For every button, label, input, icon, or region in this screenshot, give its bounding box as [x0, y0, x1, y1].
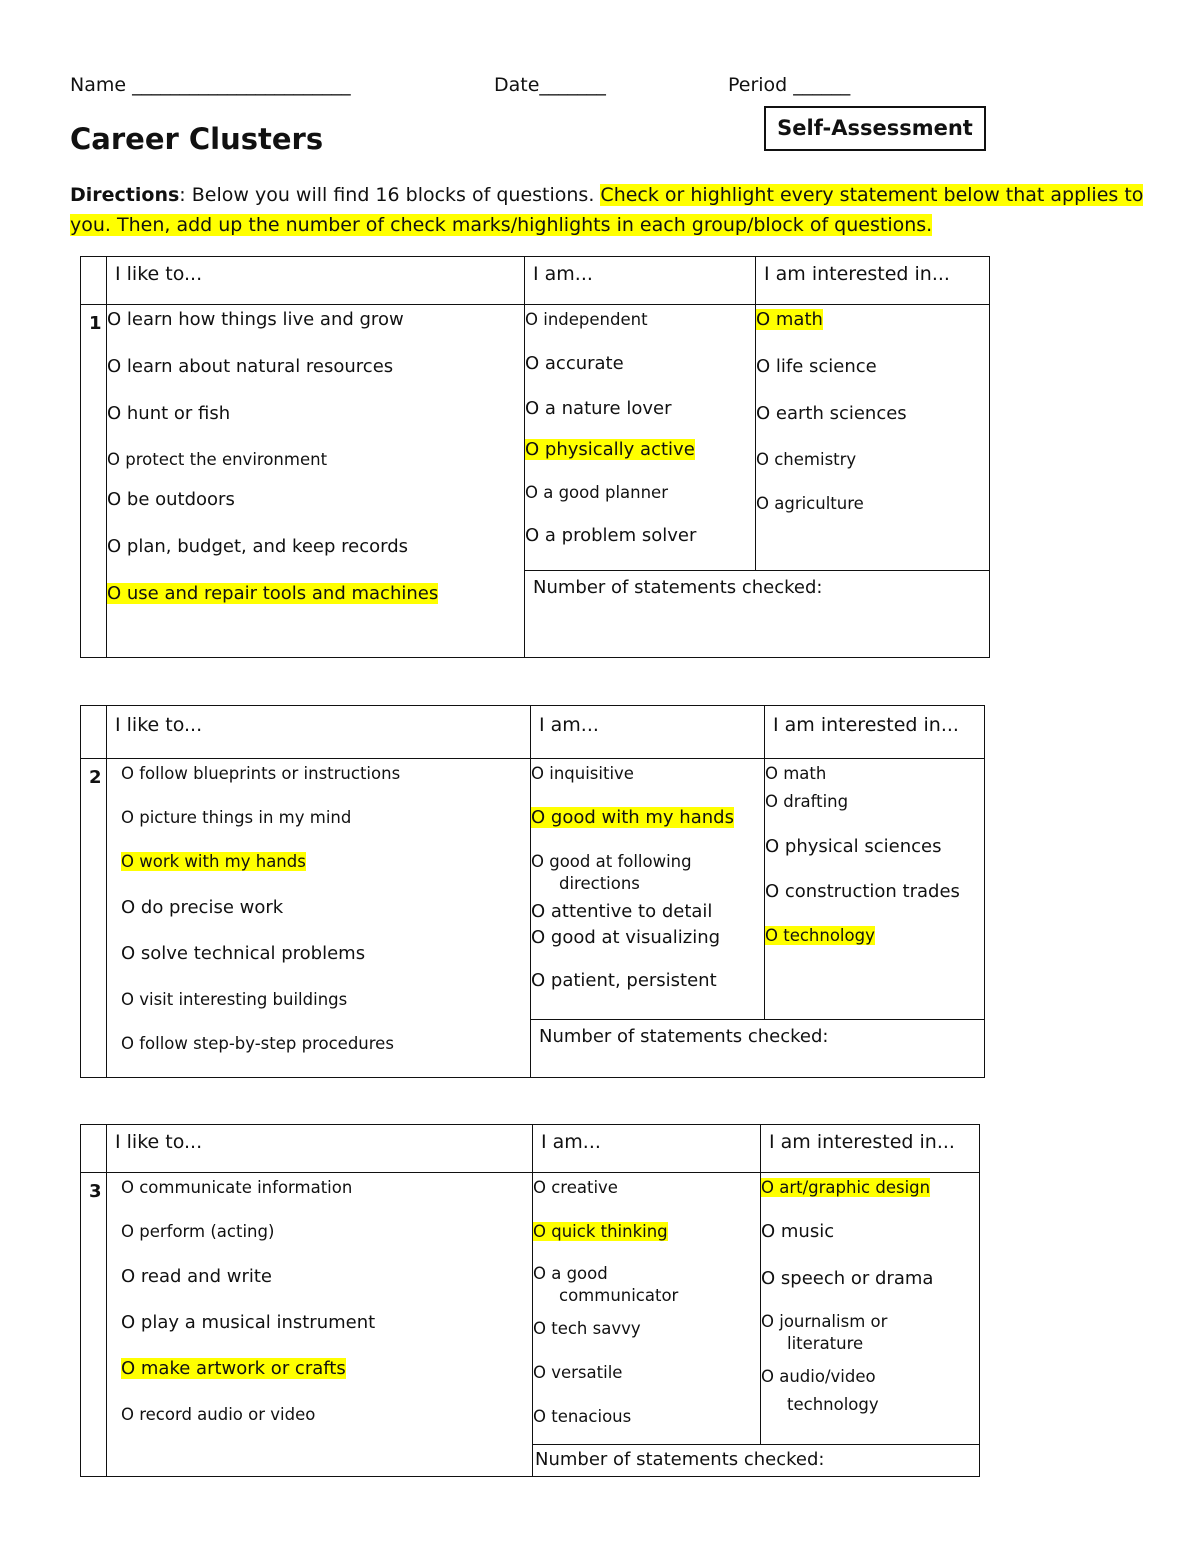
statement-checkbox[interactable]: O follow blueprints or instructions — [121, 764, 401, 783]
statement-checkbox[interactable]: O do precise work — [121, 897, 284, 918]
statement-checkbox[interactable]: O drafting — [765, 792, 849, 811]
column-header-like: I like to... — [115, 1131, 203, 1153]
period-field-label: Period ______ — [728, 74, 851, 96]
directions — [70, 180, 1150, 240]
statement-checkbox[interactable]: O versatile — [533, 1363, 623, 1382]
statement-checkbox[interactable]: O math — [756, 309, 823, 330]
am-column — [525, 305, 756, 571]
statement-checkbox[interactable]: O creative — [533, 1178, 618, 1197]
statement-checkbox[interactable]: O read and write — [121, 1266, 272, 1287]
block-number: 3 — [89, 1181, 102, 1202]
column-header-am: I am... — [533, 263, 593, 285]
directions-text: Below you will find 16 blocks of questions. — [185, 184, 601, 206]
column-header-am: I am... — [539, 714, 599, 736]
date-field-label: Date_______ — [494, 74, 606, 96]
corner-cell — [81, 257, 107, 305]
statement-checkbox[interactable]: O communicate information — [121, 1178, 353, 1197]
question-block-3 — [80, 1124, 980, 1477]
statement-checkbox[interactable]: O a nature lover — [525, 398, 672, 419]
statement-checkbox[interactable]: O physical sciences — [765, 836, 942, 857]
column-header-like: I like to... — [115, 714, 203, 736]
statement-checkbox[interactable]: O hunt or fish — [107, 403, 231, 424]
question-block-2 — [80, 705, 985, 1078]
statement-checkbox[interactable]: O attentive to detail — [531, 901, 713, 922]
statement-checkbox[interactable]: O good with my hands — [531, 807, 734, 828]
statement-checkbox[interactable]: O art/graphic design — [761, 1178, 931, 1197]
statement-checkbox[interactable]: O patient, persistent — [531, 970, 717, 991]
statement-checkbox[interactable]: O good at following directions — [531, 852, 692, 893]
statement-checkbox[interactable]: O technology — [765, 926, 875, 945]
statement-checkbox[interactable]: O a good planner — [525, 483, 668, 502]
statement-checkbox[interactable]: O a problem solver — [525, 525, 697, 546]
statement-checkbox[interactable]: O solve technical problems — [121, 943, 366, 964]
column-header-like: I like to... — [115, 263, 203, 285]
self-assessment-badge: Self-Assessment — [764, 106, 986, 151]
statement-checkbox[interactable]: O protect the environment — [107, 450, 328, 469]
statement-checkbox[interactable]: O tenacious — [533, 1407, 632, 1426]
statement-checkbox[interactable]: O good at visualizing — [531, 927, 721, 948]
statement-checkbox[interactable]: O life science — [756, 356, 877, 377]
statement-checkbox[interactable]: O physically active — [525, 439, 695, 460]
statement-checkbox[interactable]: O be outdoors — [107, 489, 235, 510]
statement-checkbox[interactable]: O record audio or video — [121, 1405, 316, 1424]
interested-column — [765, 759, 985, 1020]
statement-checkbox[interactable]: O independent — [525, 310, 648, 329]
statement-checkbox[interactable]: O accurate — [525, 353, 624, 374]
corner-cell — [81, 706, 107, 759]
block-number: 2 — [89, 767, 102, 788]
statement-checkbox[interactable]: O speech or drama — [761, 1268, 934, 1289]
column-header-interested: I am interested in... — [764, 263, 950, 285]
statement-checkbox[interactable]: O tech savvy — [533, 1319, 641, 1338]
column-header-am: I am... — [541, 1131, 601, 1153]
like-column — [107, 1173, 533, 1477]
block-number: 1 — [89, 313, 102, 334]
statements-checked-count[interactable]: Number of statements checked: — [539, 1026, 829, 1047]
statement-checkbox[interactable]: O play a musical instrument — [121, 1312, 376, 1333]
statement-checkbox[interactable]: O perform (acting) — [121, 1222, 275, 1241]
directions-label: Directions — [70, 184, 180, 206]
name-field-label: Name _______________________ — [70, 74, 351, 96]
statement-checkbox[interactable]: O use and repair tools and machines — [107, 583, 439, 604]
question-block-1 — [80, 256, 990, 658]
statement-checkbox[interactable]: O earth sciences — [756, 403, 907, 424]
statement-checkbox[interactable]: O math — [765, 764, 827, 783]
statement-checkbox[interactable]: O visit interesting buildings — [121, 990, 348, 1009]
statements-checked-count[interactable]: Number of statements checked: — [533, 577, 823, 598]
interested-column — [761, 1173, 980, 1445]
like-column — [107, 759, 531, 1078]
statement-checkbox[interactable]: O follow step-by-step procedures — [121, 1034, 394, 1053]
am-column — [531, 759, 765, 1020]
am-column — [533, 1173, 761, 1445]
statements-checked-count[interactable]: Number of statements checked: — [535, 1449, 825, 1470]
statement-checkbox[interactable]: O a good communicator — [533, 1264, 679, 1305]
statement-checkbox[interactable]: O journalism or literature — [761, 1312, 888, 1353]
statement-checkbox[interactable]: O music — [761, 1221, 835, 1242]
statement-checkbox[interactable]: O agriculture — [756, 494, 864, 513]
column-header-interested: I am interested in... — [773, 714, 959, 736]
statement-checkbox[interactable]: O plan, budget, and keep records — [107, 536, 408, 557]
statement-checkbox[interactable]: O inquisitive — [531, 764, 634, 783]
page-title: Career Clusters — [70, 122, 324, 156]
statement-checkbox[interactable]: O audio/video technology — [761, 1367, 879, 1414]
statement-checkbox[interactable]: O work with my hands — [121, 852, 306, 871]
column-header-interested: I am interested in... — [769, 1131, 955, 1153]
statement-checkbox[interactable]: O quick thinking — [533, 1222, 668, 1241]
statement-checkbox[interactable]: O chemistry — [756, 450, 857, 469]
corner-cell — [81, 1125, 107, 1173]
statement-checkbox[interactable]: O learn how things live and grow — [107, 309, 404, 330]
like-column — [107, 305, 525, 658]
directions-highlight: Check or highlight every statement below that applies to you. Then, add up the number of check marks/highlights in each group/block of questions. — [70, 184, 1144, 236]
directions-colon: : — [179, 184, 186, 206]
statement-checkbox[interactable]: O make artwork or crafts — [121, 1358, 346, 1379]
statement-checkbox[interactable]: O learn about natural resources — [107, 356, 394, 377]
interested-column — [756, 305, 990, 571]
statement-checkbox[interactable]: O construction trades — [765, 881, 960, 902]
statement-checkbox[interactable]: O picture things in my mind — [121, 808, 352, 827]
